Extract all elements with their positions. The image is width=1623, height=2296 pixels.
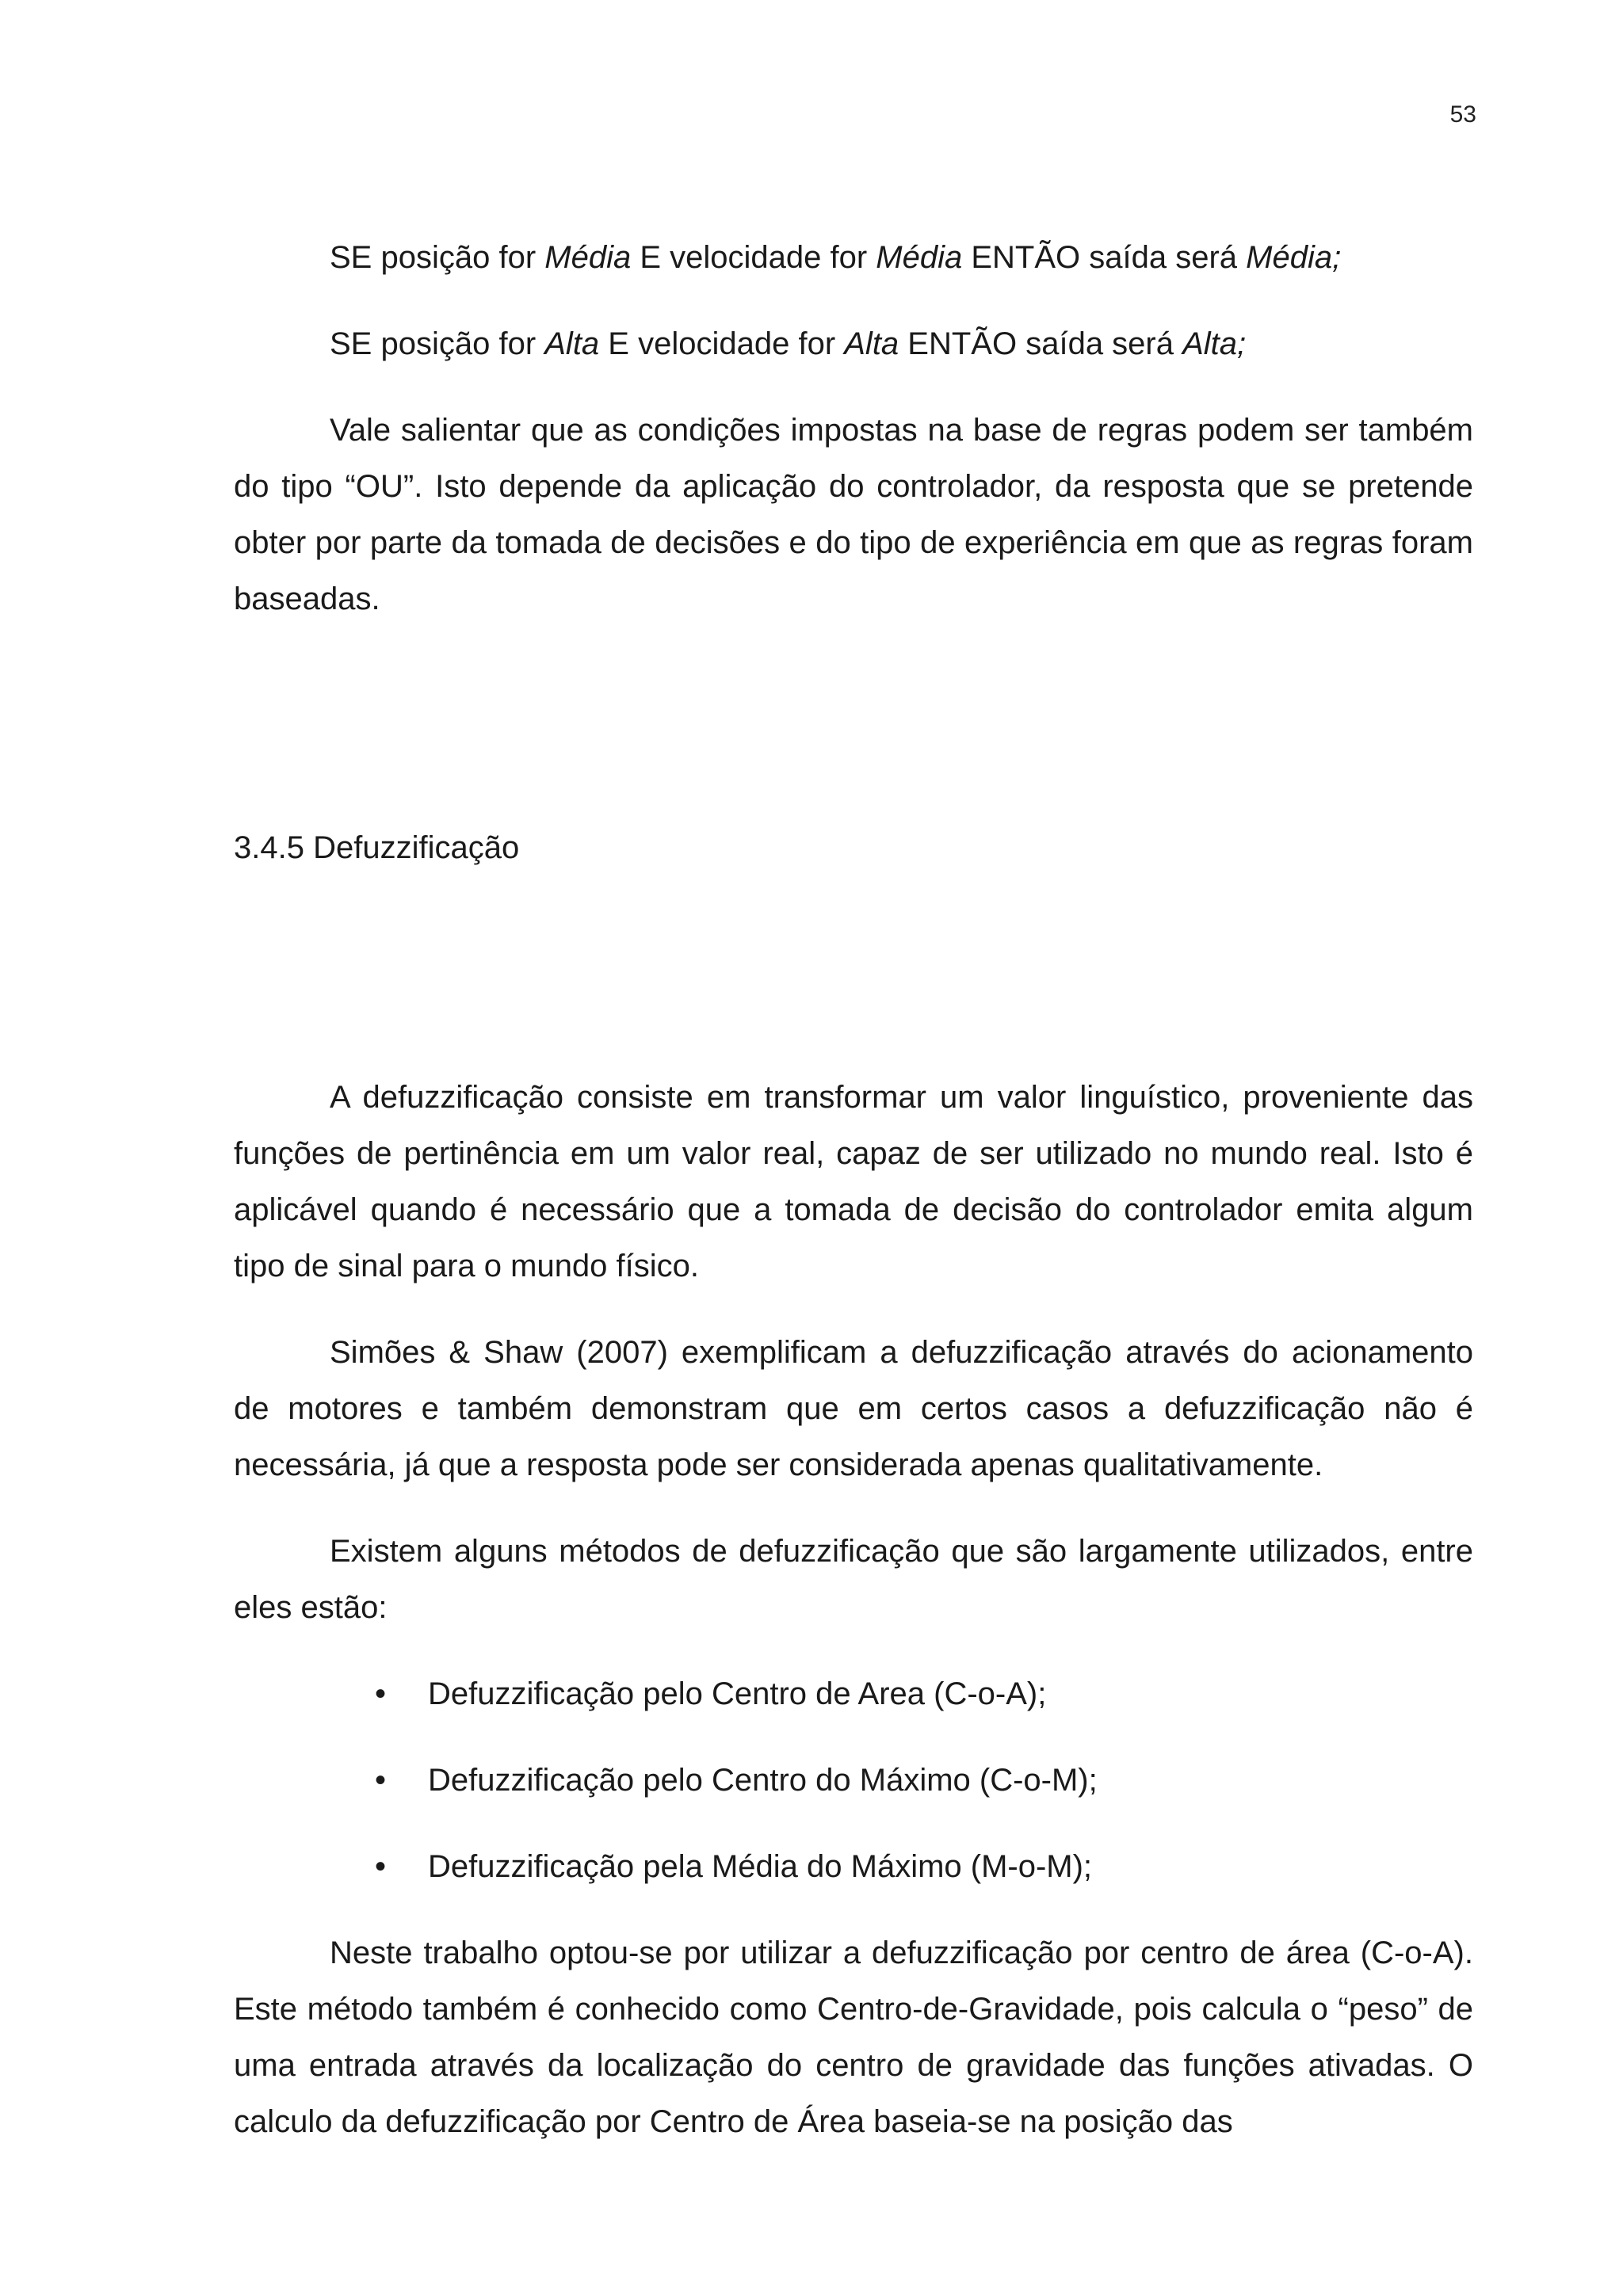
list-item-text: Defuzzificação pelo Centro do Máximo (C-o-M); — [428, 1763, 1098, 1798]
paragraph-choice: Neste trabalho optou-se por utilizar a defuzzificação por centro de área (C-o-A). Este método também é conhecido como Centro-de-Gravidade, pois calcula o “peso” de uma entrada através da localização do centro de gravidade das funções ativadas. O calculo da defuzzificação por Centro de Área baseia-se na posição das — [234, 1936, 1473, 2139]
rules-block — [234, 230, 1473, 627]
defuzzification-body — [234, 1070, 1473, 2150]
bullet-icon: • — [375, 1676, 387, 1711]
list-item-text: Defuzzificação pela Média do Máximo (M-o-M); — [428, 1849, 1093, 1884]
bullet-icon: • — [375, 1763, 387, 1798]
list-item — [234, 1666, 1473, 1722]
list-item-text: Defuzzificação pelo Centro de Area (C-o-A); — [428, 1676, 1047, 1711]
rule-line-2 — [234, 316, 1473, 372]
list-item — [234, 1753, 1473, 1809]
rule-text: SE posição for — [330, 240, 545, 275]
page-number: 53 — [1449, 101, 1476, 128]
section-heading: 3.4.5 Defuzzificação — [234, 830, 520, 865]
rule-value: Média; — [1246, 240, 1342, 275]
rule-value: Média — [876, 240, 963, 275]
paragraph-definition: A defuzzificação consiste em transformar um valor linguístico, proveniente das funções de pertinência em um valor real, capaz de ser utilizado no mundo real. Isto é aplicável quando é necessário que a tomada de decisão do controlador emita algum tipo de sinal para o mundo físico. — [234, 1080, 1473, 1283]
list-item — [234, 1839, 1473, 1895]
rule-line-1 — [234, 230, 1473, 286]
paragraph-simoes: Simões & Shaw (2007) exemplificam a defuzzificação através do acionamento de motores e também demonstram que em certos casos a defuzzificação não é necessária, já que a resposta pode ser considerada apenas qualitativamente. — [234, 1335, 1473, 1482]
bullet-icon: • — [375, 1849, 387, 1884]
rule-text: SE posição for — [330, 326, 545, 361]
paragraph-conditions: Vale salientar que as condições impostas na base de regras podem ser também do tipo “OU”. Isto depende da aplicação do controlador, da resposta que se pretende obter por parte da tomada de decisões e do tipo de experiência em que as regras foram baseadas. — [234, 413, 1473, 616]
rule-text: ENTÃO saída será — [899, 326, 1183, 361]
rule-text: ENTÃO saída será — [962, 240, 1247, 275]
paragraph-methods-intro: Existem alguns métodos de defuzzificação que são largamente utilizados, entre eles estão: — [234, 1534, 1473, 1625]
rule-text: E velocidade for — [599, 326, 845, 361]
methods-list — [234, 1666, 1473, 1895]
rule-value: Alta — [844, 326, 899, 361]
rule-value: Alta — [544, 326, 600, 361]
rule-value: Alta; — [1182, 326, 1247, 361]
rule-value: Média — [544, 240, 632, 275]
rule-text: E velocidade for — [631, 240, 876, 275]
